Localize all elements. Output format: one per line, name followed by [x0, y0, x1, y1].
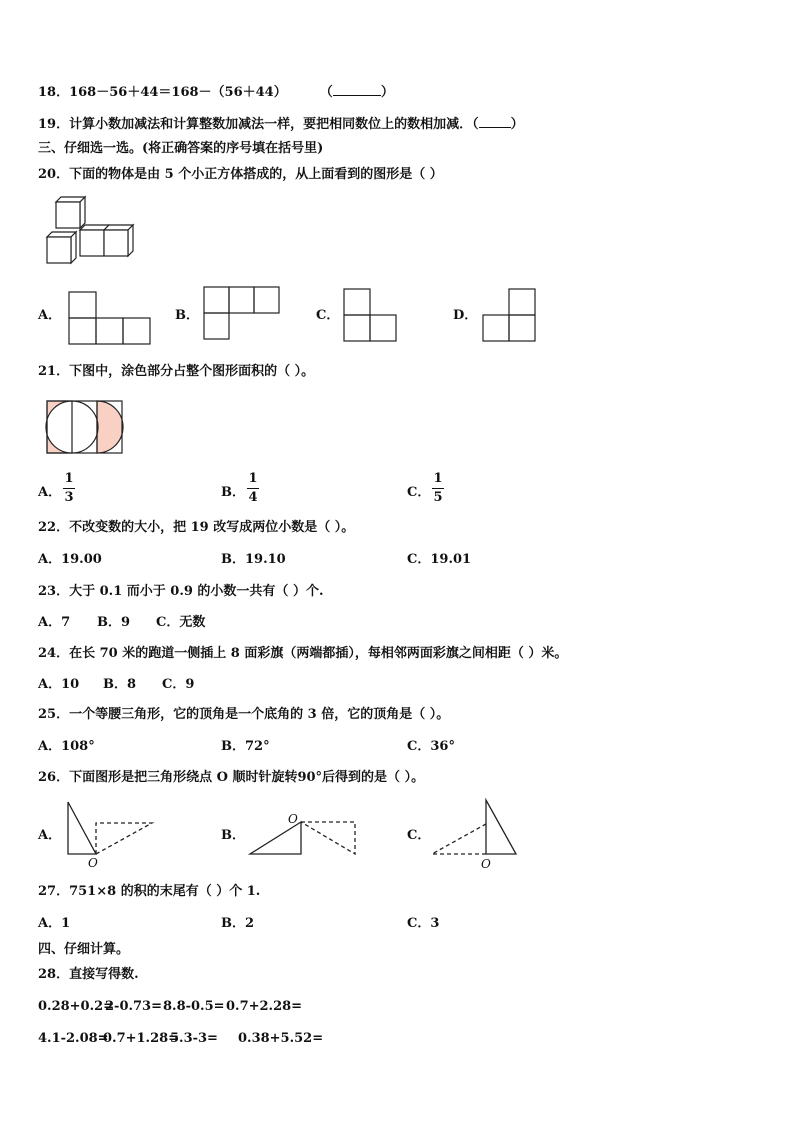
question-19: 19．计算小数加减法和计算整数加减法一样，要把相同数位上的数相加减．（ ） — [38, 117, 524, 132]
q25-option-a[interactable]: A．108° — [38, 739, 95, 754]
q26-option-a[interactable]: A． — [38, 828, 62, 843]
q24-option-b[interactable]: B．8 — [103, 677, 137, 692]
q27-option-b[interactable]: B．2 — [221, 916, 255, 931]
question-18-text: 18．168－56＋44＝168－（56＋44） — [38, 85, 287, 100]
q27-option-c[interactable]: C．3 — [407, 916, 440, 931]
q20-option-d-grid — [482, 288, 538, 344]
point-o-label: O — [88, 856, 98, 870]
q21-option-b-fraction: 1 4 — [248, 471, 258, 505]
q27-option-a[interactable]: A．1 — [38, 916, 71, 931]
q21-option-b[interactable]: B． — [221, 485, 245, 500]
question-19-text: 19．计算小数加减法和计算整数加减法一样，要把相同数位上的数相加减．（ — [38, 117, 479, 132]
calc-item: 0.38+5.52= — [238, 1031, 324, 1046]
q24-option-a[interactable]: A．10 — [38, 677, 80, 692]
q20-option-b[interactable]: B． — [175, 308, 199, 323]
q26-option-b-figure — [248, 812, 360, 862]
calc-item: 0.7+2.28= — [226, 999, 303, 1014]
answer-blank[interactable] — [479, 115, 511, 128]
q20-option-c-grid — [343, 288, 399, 344]
q20-option-c[interactable]: C． — [316, 308, 340, 323]
question-28: 28．直接写得数. — [38, 967, 139, 982]
question-25: 25．一个等腰三角形，它的顶角是一个底角的 3 倍，它的顶角是（ ）。 — [38, 707, 450, 722]
section-3-heading: 三、仔细选一选。(将正确答案的序号填在括号里) — [38, 141, 324, 156]
q23-option-b[interactable]: B．9 — [97, 615, 131, 630]
shaded-area-figure — [46, 400, 124, 456]
q26-option-a-figure — [66, 800, 158, 870]
q22-option-a[interactable]: A．19.00 — [38, 552, 102, 567]
question-27: 27．751×8 的积的末尾有（ ）个 1. — [38, 884, 261, 899]
q22-option-b[interactable]: B．19.10 — [221, 552, 286, 567]
question-22: 22．不改变数的大小，把 19 改写成两位小数是（ ）。 — [38, 520, 355, 535]
q23-option-a[interactable]: A．7 — [38, 615, 71, 630]
section-4-heading: 四、仔细计算。 — [38, 942, 130, 957]
calc-item: 2-0.73= — [105, 999, 162, 1014]
question-26: 26．下面图形是把三角形绕点 O 顺时针旋转90°后得到的是（ ）。 — [38, 770, 425, 785]
calc-item: 5.3-3= — [170, 1031, 218, 1046]
calc-item: 0.28+0.2= — [38, 999, 115, 1014]
cube-stack-figure — [44, 200, 144, 270]
q20-option-d[interactable]: D． — [453, 308, 478, 323]
q24-option-c[interactable]: C．9 — [162, 677, 195, 692]
question-20: 20．下面的物体是由 5 个小正方体搭成的，从上面看到的图形是（ ） — [38, 167, 443, 182]
calc-item: 4.1-2.08= — [38, 1031, 109, 1046]
q21-option-c[interactable]: C． — [407, 485, 431, 500]
point-o-label: O — [481, 857, 491, 871]
calc-item: 8.8-0.5= — [163, 999, 225, 1014]
q23-option-c[interactable]: C．无数 — [156, 615, 206, 630]
question-18: 18．168－56＋44＝168－（56＋44） （ ） — [38, 85, 394, 100]
q25-option-b[interactable]: B．72° — [221, 739, 270, 754]
answer-blank[interactable] — [333, 83, 381, 96]
q22-option-c[interactable]: C．19.01 — [407, 552, 472, 567]
q26-option-c-figure — [430, 798, 522, 870]
q25-option-c[interactable]: C．36° — [407, 739, 455, 754]
question-21: 21．下图中，涂色部分占整个图形面积的（ ）。 — [38, 364, 315, 379]
point-o-label: O — [288, 812, 298, 826]
q26-option-b[interactable]: B． — [221, 828, 245, 843]
calc-item: 0.7+1.28= — [103, 1031, 180, 1046]
q20-option-a[interactable]: A． — [38, 308, 62, 323]
q21-option-c-fraction: 1 5 — [433, 471, 443, 505]
question-24: 24．在长 70 米的跑道一侧插上 8 面彩旗（两端都插），每相邻两面彩旗之间相距（ ）米。 — [38, 646, 568, 661]
q20-option-a-grid — [68, 291, 152, 345]
q26-option-c[interactable]: C． — [407, 828, 431, 843]
q21-option-a-fraction: 1 3 — [64, 471, 74, 505]
question-23: 23．大于 0.1 而小于 0.9 的小数一共有（ ）个. — [38, 584, 324, 599]
q21-option-a[interactable]: A． — [38, 485, 62, 500]
q20-option-b-grid — [203, 286, 281, 340]
